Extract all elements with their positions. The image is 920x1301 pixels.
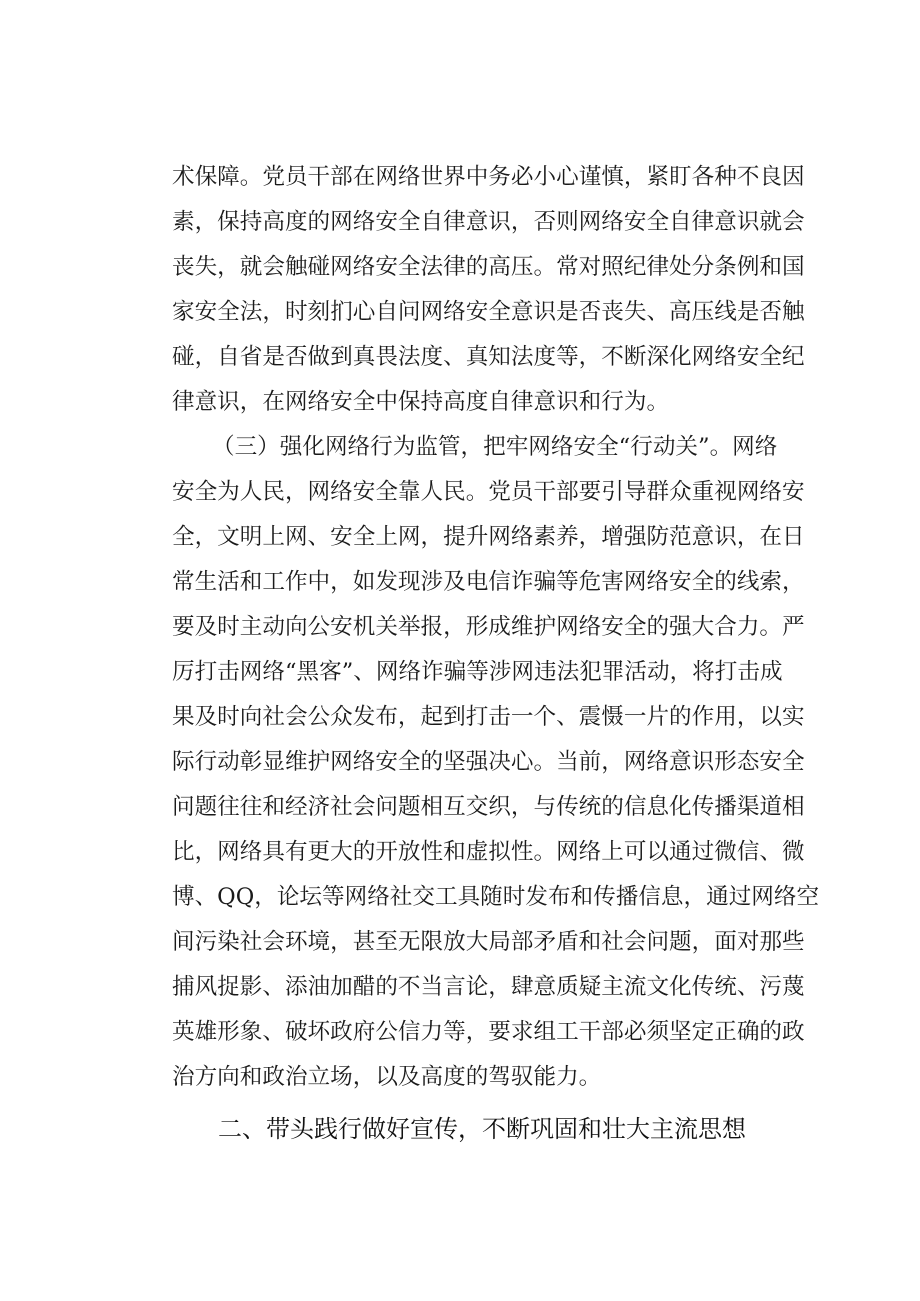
paragraph-line	[0, 426, 920, 468]
paragraph-line	[0, 1011, 920, 1053]
paragraph-line	[0, 831, 920, 873]
paragraph-text: 比，网络具有更大的开放性和虚拟性。网络上可以通过微信、微	[172, 839, 805, 865]
paragraph-text: 家安全法，时刻扪心自问网络安全意识是否丧失、高压线是否触	[172, 299, 805, 325]
paragraph-line	[0, 471, 920, 513]
paragraph-text: 英雄形象、破坏政府公信力等，要求组工干部必须坚定正确的政	[172, 1019, 805, 1045]
paragraph-text: 果及时向社会公众发布，起到打击一个、震慑一片的作用，以实	[172, 704, 805, 730]
paragraph-line	[0, 246, 920, 288]
paragraph-line	[0, 696, 920, 738]
paragraph-text: 碰，自省是否做到真畏法度、真知法度等，不断深化网络安全纪	[172, 344, 805, 370]
paragraph-text: 安全为人民，网络安全靠人民。党员干部要引导群众重视网络安	[172, 479, 805, 505]
paragraph-text: 律意识，在网络安全中保持高度自律意识和行为。	[172, 389, 670, 415]
paragraph-line	[0, 876, 920, 918]
paragraph-text: 厉打击网络“黑客”、网络诈骗等涉网违法犯罪活动，将打击成	[172, 659, 783, 685]
paragraph-text: 术保障。党员干部在网络世界中务必小心谨慎，紧盯各种不良因	[172, 164, 805, 190]
paragraph-text: 常生活和工作中，如发现涉及电信诈骗等危害网络安全的线索，	[172, 569, 805, 595]
paragraph-text: 全，文明上网、安全上网，提升网络素养，增强防范意识，在日	[172, 524, 805, 550]
paragraph-line	[0, 516, 920, 558]
section-heading	[0, 1106, 920, 1152]
section-heading-text: 二、带头践行做好宣传，不断巩固和壮大主流思想	[218, 1115, 746, 1143]
paragraph-line	[0, 966, 920, 1008]
paragraph-text: 要及时主动向公安机关举报，形成维护网络安全的强大合力。严	[172, 614, 805, 640]
paragraph-line	[0, 561, 920, 603]
paragraph-text: 素，保持高度的网络安全自律意识，否则网络安全自律意识就会	[172, 209, 805, 235]
paragraph-line	[0, 291, 920, 333]
paragraph-line	[0, 156, 920, 198]
paragraph-line	[0, 1056, 920, 1098]
paragraph-text: 捕风捉影、添油加醋的不当言论，肆意质疑主流文化传统、污蔑	[172, 974, 805, 1000]
paragraph-text: 博、QQ，论坛等网络社交工具随时发布和传播信息，通过网络空	[172, 884, 820, 910]
paragraph-line	[0, 741, 920, 783]
paragraph-text: （三）强化网络行为监管，把牢网络安全“行动关”。网络	[212, 434, 778, 460]
paragraph-line	[0, 651, 920, 693]
paragraph-text: 间污染社会环境，甚至无限放大局部矛盾和社会问题，面对那些	[172, 929, 805, 955]
paragraph-line	[0, 606, 920, 648]
paragraph-line	[0, 786, 920, 828]
paragraph-text: 际行动彰显维护网络安全的坚强决心。当前，网络意识形态安全	[172, 749, 805, 775]
paragraph-text: 丧失，就会触碰网络安全法律的高压。常对照纪律处分条例和国	[172, 254, 805, 280]
paragraph-line	[0, 381, 920, 423]
paragraph-text: 问题往往和经济社会问题相互交织，与传统的信息化传播渠道相	[172, 794, 805, 820]
paragraph-line	[0, 201, 920, 243]
paragraph-line	[0, 336, 920, 378]
paragraph-text: 治方向和政治立场，以及高度的驾驭能力。	[172, 1064, 602, 1090]
paragraph-line	[0, 921, 920, 963]
